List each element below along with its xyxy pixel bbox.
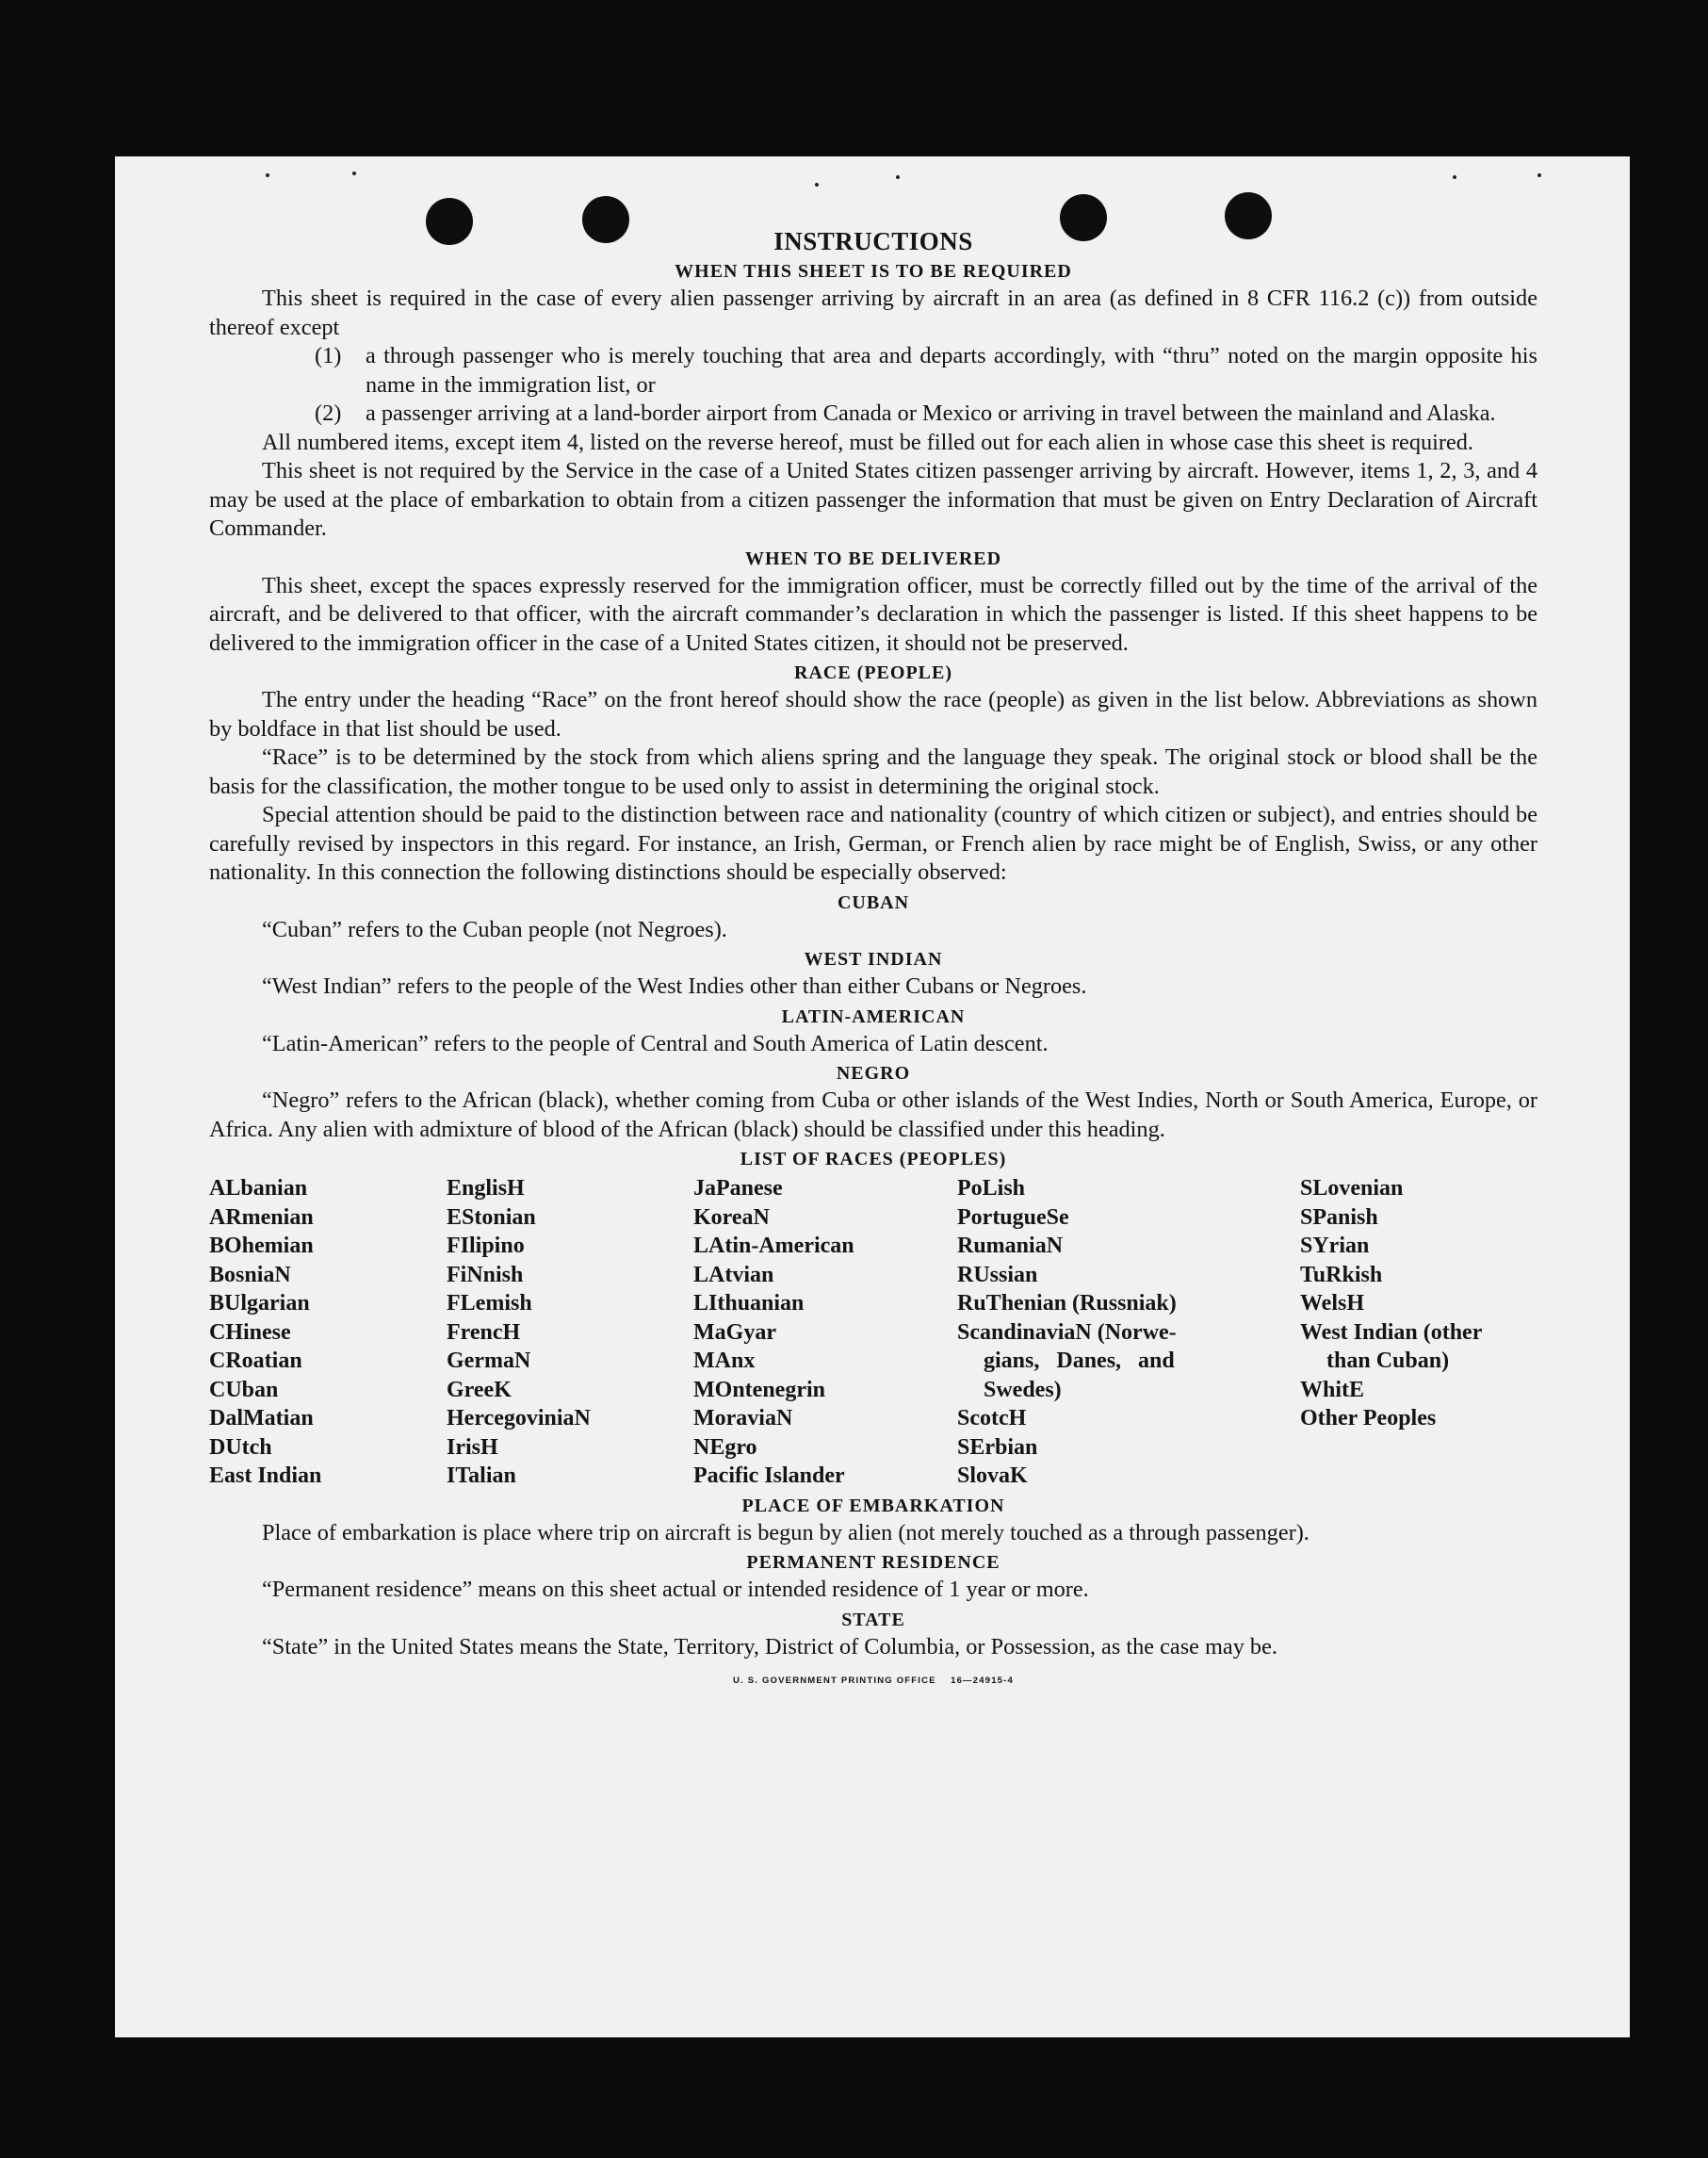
- race-entry: MAnx: [693, 1349, 756, 1373]
- speck: [896, 175, 900, 179]
- speck: [352, 172, 356, 175]
- paragraph: Place of embarkation is place where trip on aircraft is begun by alien (not merely touched as a through passenger).: [262, 1519, 1309, 1545]
- races-column: [957, 1174, 1300, 1491]
- heading-state: STATE: [841, 1609, 905, 1630]
- race-entry: MoraviaN: [693, 1406, 793, 1430]
- speck: [815, 183, 819, 187]
- race-entry: FIlipino: [447, 1234, 525, 1258]
- race-entry: IrisH: [447, 1434, 498, 1460]
- race-entry: RUssian: [957, 1262, 1038, 1287]
- race-entry: gians, Danes, and: [984, 1349, 1175, 1373]
- race-entry: ALbanian: [209, 1176, 308, 1201]
- list-item: [209, 342, 1537, 400]
- heading-race: RACE (PEOPLE): [794, 662, 952, 683]
- race-entry: PortugueSe: [957, 1204, 1069, 1230]
- speck: [1453, 175, 1456, 179]
- race-entry: DUtch: [209, 1434, 272, 1460]
- race-entry: HercegoviniaN: [447, 1406, 591, 1430]
- race-entry: Swedes): [984, 1377, 1062, 1402]
- form-page: [115, 156, 1630, 2037]
- race-entry: LIthuanian: [693, 1291, 805, 1316]
- race-entry: ITalian: [447, 1463, 516, 1488]
- race-entry: Other Peoples: [1300, 1406, 1437, 1430]
- printer-footer: U. S. GOVERNMENT PRINTING OFFICE 16—24915-4: [732, 1676, 1015, 1686]
- list-item: [209, 400, 1537, 429]
- race-entry: MOntenegrin: [693, 1377, 825, 1402]
- heading-when-delivered: WHEN TO BE DELIVERED: [744, 548, 1002, 569]
- race-entry: CRoatian: [209, 1349, 302, 1373]
- race-entry: BUlgarian: [209, 1291, 310, 1316]
- paragraph: The entry under the heading “Race” on the front hereof should show the race (people) as given in the list below. Abbreviations as shown by boldface in that list should be used.: [209, 687, 1537, 742]
- paragraph: All numbered items, except item 4, listed on the reverse hereof, must be filled out for each alien in whose case this sheet is required.: [262, 429, 1473, 455]
- race-entry: EnglisH: [447, 1176, 525, 1201]
- race-entry: MaGyar: [693, 1319, 776, 1345]
- item-text: a through passenger who is merely touching that area and departs accordingly, with “thru” noted on the margin opposite his name in the immigration list, or: [366, 343, 1537, 398]
- race-entry: BosniaN: [209, 1262, 291, 1287]
- race-entry: SYrian: [1300, 1234, 1370, 1258]
- speck: [1537, 173, 1541, 177]
- race-entry: SLovenian: [1300, 1176, 1404, 1201]
- race-entry: NEgro: [693, 1434, 757, 1460]
- race-entry: Pacific Islander: [693, 1463, 845, 1488]
- paragraph: “Permanent residence” means on this sheet actual or intended residence of 1 year or more.: [262, 1577, 1089, 1602]
- races-column: [1300, 1174, 1537, 1491]
- races-column: [209, 1174, 447, 1491]
- race-entry: ScotcH: [957, 1406, 1027, 1430]
- race-entry: than Cuban): [1326, 1349, 1450, 1373]
- race-entry: GermaN: [447, 1349, 531, 1373]
- race-entry: SPanish: [1300, 1204, 1378, 1230]
- paragraph: This sheet is not required by the Service in the case of a United States citizen passenger arriving by aircraft. However, items 1, 2, 3, and 4 may be used at the place of embarkation to obtain from a citizen passenger the information that must be given on Entry Declaration of Aircraft Commander.: [209, 458, 1537, 541]
- races-list: [209, 1174, 1537, 1491]
- race-entry: TuRkish: [1300, 1262, 1383, 1287]
- item-number: (1): [315, 343, 342, 368]
- race-entry: East Indian: [209, 1463, 322, 1488]
- race-entry: SlovaK: [957, 1463, 1028, 1488]
- speck: [266, 173, 269, 177]
- paragraph: Special attention should be paid to the distinction between race and nationality (country of which citizen or subject), and entries should be carefully revised by inspectors in this regard. For instance, an Irish, German, or French alien by race might be of English, Swiss, or any other nationality. In this connection the following distinctions should be especially observed:: [209, 802, 1537, 885]
- race-entry: FrencH: [447, 1319, 521, 1345]
- race-entry: LAtvian: [693, 1262, 774, 1287]
- instructions-content: [209, 226, 1537, 1696]
- race-entry: CHinese: [209, 1319, 291, 1345]
- race-entry: West Indian (other: [1300, 1319, 1483, 1345]
- heading-place-of-embarkation: PLACE OF EMBARKATION: [741, 1495, 1005, 1516]
- paragraph: “West Indian” refers to the people of the West Indies other than either Cubans or Negroes.: [262, 973, 1087, 999]
- paragraph: This sheet, except the spaces expressly reserved for the immigration officer, must be correctly filled out by the time of the arrival of the aircraft, and be delivered to that officer, with the aircraft commander’s declaration in which the passenger is listed. If this sheet happens to be delivered to the immigration officer in the case of a United States citizen, it should not be preserved.: [209, 572, 1537, 656]
- heading-west-indian: WEST INDIAN: [804, 949, 943, 970]
- heading-negro: NEGRO: [836, 1063, 911, 1084]
- paragraph: “Latin-American” refers to the people of Central and South America of Latin descent.: [262, 1030, 1049, 1056]
- race-entry: ARmenian: [209, 1204, 314, 1230]
- race-entry: GreeK: [447, 1377, 512, 1402]
- race-entry: EStonian: [447, 1204, 536, 1230]
- heading-when-required: WHEN THIS SHEET IS TO BE REQUIRED: [675, 261, 1072, 282]
- race-entry: FiNnish: [447, 1262, 524, 1287]
- races-column: [693, 1174, 957, 1491]
- race-entry: LAtin-American: [693, 1234, 854, 1258]
- paragraph: “Negro” refers to the African (black), whether coming from Cuba or other islands of the West Indies, North or South America, Europe, or Africa. Any alien with admixture of blood of the African (black) should be classified under this heading.: [209, 1087, 1537, 1142]
- paragraph: “Race” is to be determined by the stock from which aliens spring and the language they speak. The original stock or blood shall be the basis for the classification, the mother tongue to be used only to assist in determining the original stock.: [209, 744, 1537, 799]
- heading-latin-american: LATIN-AMERICAN: [781, 1005, 966, 1027]
- race-entry: PoLish: [957, 1176, 1026, 1201]
- paragraph: This sheet is required in the case of every alien passenger arriving by aircraft in an area (as defined in 8 CFR 116.2 (c)) from outside thereof except: [209, 286, 1537, 340]
- heading-cuban: CUBAN: [837, 891, 910, 913]
- heading-list-of-races: LIST OF RACES (PEOPLES): [740, 1149, 1007, 1169]
- item-text: a passenger arriving at a land-border airport from Canada or Mexico or arriving in travel between the mainland and Alaska.: [366, 401, 1496, 426]
- race-entry: JaPanese: [693, 1176, 783, 1201]
- race-entry: WhitE: [1300, 1377, 1365, 1402]
- race-entry: FLemish: [447, 1291, 532, 1316]
- race-entry: WelsH: [1300, 1291, 1365, 1316]
- race-entry: RumaniaN: [957, 1234, 1064, 1258]
- race-entry: ScandinaviaN (Norwe-: [957, 1319, 1177, 1345]
- race-entry: KoreaN: [693, 1204, 770, 1230]
- race-entry: DalMatian: [209, 1406, 314, 1430]
- item-number: (2): [315, 401, 342, 426]
- paragraph: “State” in the United States means the State, Territory, District of Columbia, or Possession, as the case may be.: [262, 1633, 1277, 1659]
- page-title: INSTRUCTIONS: [773, 227, 973, 255]
- race-entry: CUban: [209, 1377, 279, 1402]
- race-entry: BOhemian: [209, 1234, 314, 1258]
- race-entry: SErbian: [957, 1434, 1038, 1460]
- heading-permanent-residence: PERMANENT RESIDENCE: [746, 1552, 1000, 1573]
- race-entry: RuThenian (Russniak): [957, 1291, 1177, 1316]
- paragraph: “Cuban” refers to the Cuban people (not Negroes).: [262, 916, 727, 942]
- races-column: [447, 1174, 693, 1491]
